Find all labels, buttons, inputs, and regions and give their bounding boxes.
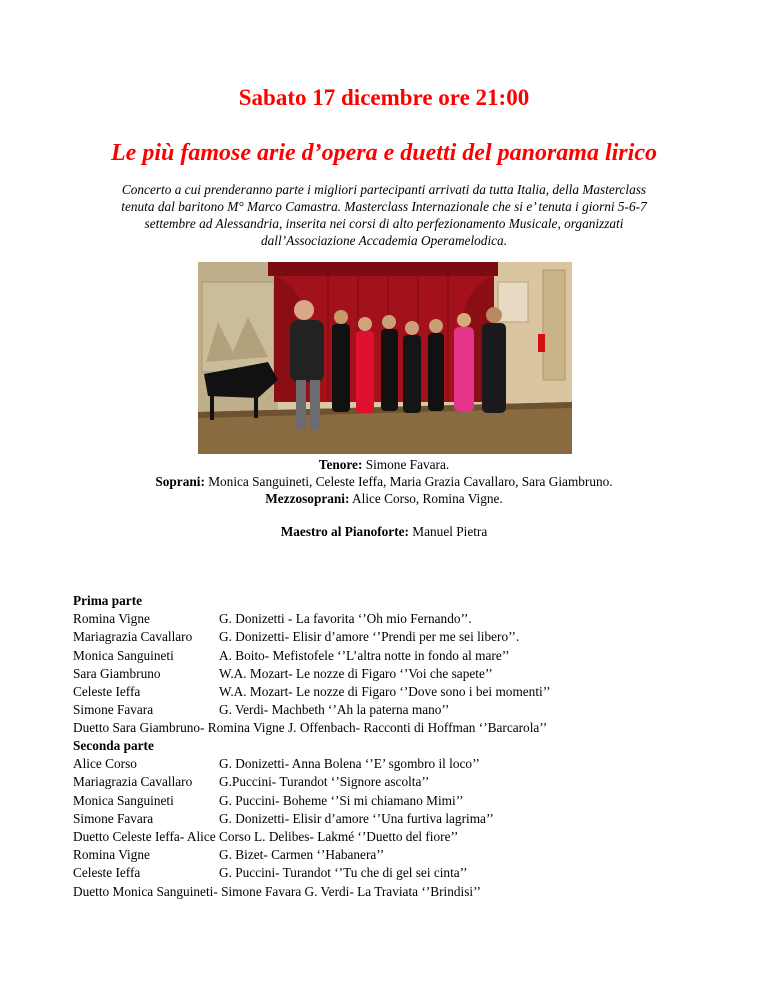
cast-tenore-name: Simone Favara. (365, 457, 450, 472)
programme-item (73, 610, 733, 628)
pianist-label: Maestro al Pianoforte: (280, 524, 409, 539)
aria-title: G. Donizetti - La favorita ‘’Oh mio Fernando’’. (219, 611, 472, 627)
aria-title: G. Donizetti- Elisir d’amore ‘’Prendi per me sei libero’’. (219, 629, 520, 645)
aria-title: G. Bizet- Carmen ‘’Habanera’’ (219, 847, 385, 863)
singer-name: Sara Giambruno (73, 665, 161, 681)
pianist-name: Manuel Pietra (412, 524, 488, 539)
singer-name: Celeste Ieffa (73, 684, 141, 700)
cast-mezzo-label: Mezzosoprani: (265, 491, 350, 506)
concert-photo (198, 262, 572, 454)
aria-title: W.A. Mozart- Le nozze di Figaro ‘’Voi che sapete’’ (219, 665, 493, 681)
singer-name: Mariagrazia Cavallaro (73, 629, 193, 645)
cast-tenore (0, 456, 768, 473)
aria-title: G. Donizetti- Anna Bolena ‘’E’ sgombro il loco’’ (219, 756, 480, 772)
programme-item (73, 647, 733, 665)
aria-title: G. Puccini- Turandot ‘’Tu che di gel sei cinta’’ (219, 865, 468, 881)
cast-soprani-names: Monica Sanguineti, Celeste Ieffa, Maria Grazia Cavallaro, Sara Giambruno. (208, 474, 613, 489)
programme-item (73, 846, 733, 864)
part-one-heading: Prima parte (73, 593, 143, 608)
singer-name: Romina Vigne (73, 847, 150, 863)
duet-item: Duetto Monica Sanguineti- Simone Favara G. Verdi- La Traviata ‘’Brindisi’’ (73, 883, 481, 899)
programme-item (73, 665, 733, 683)
event-subtitle: Le più famose arie d’opera e duetti del panorama lirico (111, 140, 657, 166)
duet-item: Duetto Celeste Ieffa- Alice Corso L. Delibes- Lakmé ‘’Duetto del fiore’’ (73, 829, 459, 845)
programme-item (73, 628, 733, 646)
event-date-title: Sabato 17 dicembre ore 21:00 (238, 85, 530, 110)
cast-soprani-label: Soprani: (155, 474, 205, 489)
programme-item (73, 773, 733, 791)
stage-illustration (198, 262, 572, 454)
aria-title: G. Verdi- Machbeth ‘’Ah la paterna mano’’ (219, 702, 450, 718)
intro-line: tenuta dal baritono M° Marco Camastra. Masterclass Internazionale che si e’ tenuta i giorni 5-6-7 (121, 199, 647, 214)
programme-part-one (73, 592, 733, 738)
intro-line: settembre ad Alessandria, inserita nei corsi di alto perfezionamento Musicale, organizzati (144, 216, 624, 231)
duet-item: Duetto Sara Giambruno- Romina Vigne J. Offenbach- Racconti di Hoffman ‘’Barcarola’’ (73, 720, 548, 736)
singer-name: Monica Sanguineti (73, 792, 174, 808)
aria-title: G. Puccini- Boheme ‘’Si mi chiamano Mimi’’ (219, 792, 464, 808)
aria-title: W.A. Mozart- Le nozze di Figaro ‘’Dove sono i bei momenti’’ (219, 684, 551, 700)
programme-item (73, 792, 733, 810)
singer-name: Celeste Ieffa (73, 865, 141, 881)
singer-name: Monica Sanguineti (73, 647, 174, 663)
programme-item (73, 755, 733, 773)
cast-mezzosoprani (0, 490, 768, 507)
intro-line: Concerto a cui prenderanno parte i migliori partecipanti arrivati da tutta Italia, della Masterclass (121, 182, 647, 197)
aria-title: G.Puccini- Turandot ‘’Signore ascolta’’ (219, 774, 430, 790)
programme-item (73, 683, 733, 701)
programme-item (73, 810, 733, 828)
aria-title: A. Boito- Mefistofele ‘’L’altra notte in fondo al mare’’ (219, 647, 510, 663)
pianist-line (0, 524, 768, 540)
programme-item (73, 701, 733, 719)
intro-paragraph (60, 181, 708, 249)
cast-list (0, 456, 768, 507)
programme-item (73, 864, 733, 882)
singer-name: Alice Corso (73, 756, 137, 772)
cast-mezzo-names: Alice Corso, Romina Vigne. (352, 491, 503, 506)
part-two-heading: Seconda parte (73, 738, 154, 753)
singer-name: Mariagrazia Cavallaro (73, 774, 193, 790)
cast-soprani (0, 473, 768, 490)
intro-line: dall’Associazione Accademia Operamelodica. (260, 233, 508, 248)
cast-tenore-label: Tenore: (318, 457, 363, 472)
singer-name: Simone Favara (73, 702, 154, 718)
programme-part-two (73, 737, 733, 901)
aria-title: G. Donizetti- Elisir d’amore ‘’Una furtiva lagrima’’ (219, 810, 494, 826)
singer-name: Romina Vigne (73, 611, 150, 627)
singer-name: Simone Favara (73, 810, 154, 826)
